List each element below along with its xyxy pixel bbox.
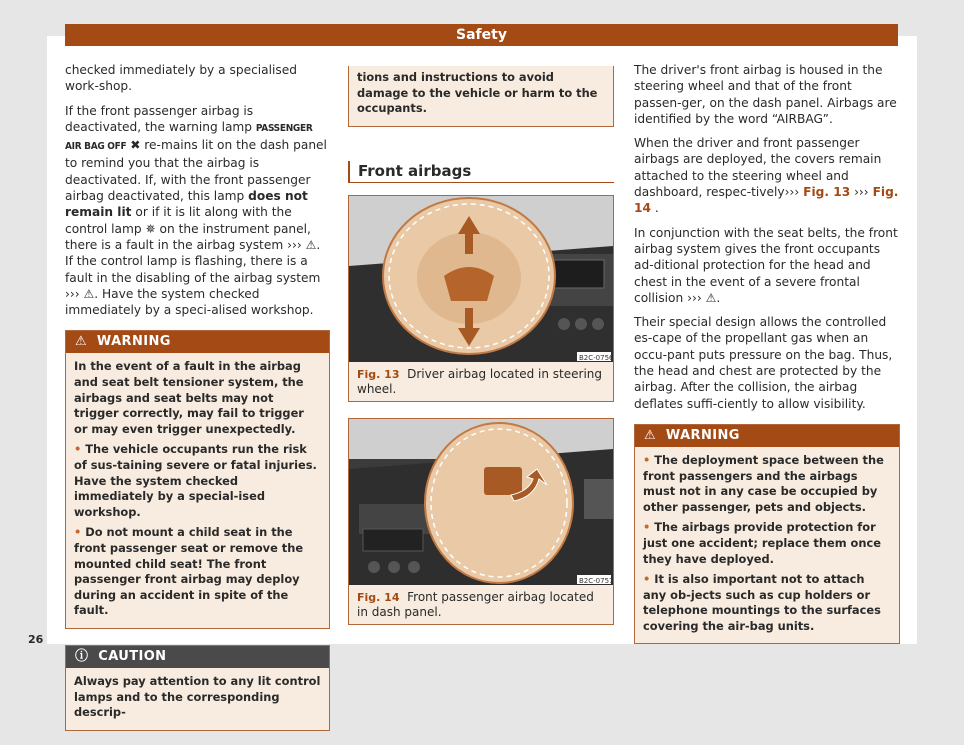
warning-title: ⚠ WARNING <box>635 425 899 447</box>
paragraph: If the front passenger airbag is deactivated, the warning lamp PASSENGER AIR BAG OFF ✖ re-mains lit on the dash panel to remind you that the airbag is deactivated. If, with the front passenger airbag deactivated, this lamp does not remain lit or if it is lit along with the control lamp ✵ on the instrument panel, there is a fault in the airbag system ››› ⚠. If the control lamp is flashing, there is a fault in the disabling of the airbag system ››› ⚠. Have the system checked immediately by a speci-alised workshop. <box>65 103 327 318</box>
warning-bullet: • The airbags provide protection for just one accident; replace them once they have deployed. <box>643 520 881 566</box>
column-2 <box>348 62 614 625</box>
airbag-off-icon: ✖ <box>130 138 141 153</box>
warning-triangle-icon: ⚠ <box>644 427 657 443</box>
figure-13-link[interactable]: Fig. 13 <box>803 185 851 200</box>
paragraph: In conjunction with the seat belts, the front airbag system gives the front occupants ad-ditional protection for the head and chest in the event of a severe frontal collision ››› ⚠. <box>634 225 898 305</box>
warning-bullet: • It is also important not to attach any ob-jects such as cup holders or telephone mountings to the surfaces covering the air-bag units. <box>643 572 881 633</box>
caution-title: ⓘ CAUTION <box>66 646 329 668</box>
figure-13 <box>348 195 614 402</box>
passenger-airbag-off-lamp: PASSENGER AIR BAG OFF <box>65 122 313 153</box>
figure-14-link[interactable]: Fig. 14 <box>634 185 899 216</box>
paragraph: The driver's front airbag is housed in the steering wheel and that of the front passen-ger, on the dash panel. Airbags are identified by the word “AIRBAG”. <box>634 63 897 126</box>
section-heading: Front airbags <box>348 161 614 183</box>
caution-text: tions and instructions to avoid damage to the vehicle or harm to the occupants. <box>357 70 598 116</box>
airbag-control-lamp-icon: ✵ <box>145 221 156 236</box>
figure-caption: Fig. 14 Front passenger airbag located in dash panel. <box>349 585 613 624</box>
column-3 <box>634 62 900 658</box>
caution-circle-icon: ⓘ <box>75 648 89 664</box>
warning-intro: In the event of a fault in the airbag and seat belt tensioner system, the airbags and seat belts may not trigger correctly, may fail to trigger or may even trigger unexpectedly. <box>74 359 304 436</box>
warning-triangle-icon: ⚠ <box>75 334 88 350</box>
warning-title: ⚠ WARNING <box>66 331 329 353</box>
warning-box <box>65 330 330 629</box>
paragraph: When the driver and front passenger airbags are deployed, the covers remain attached to the steering wheel and dashboard, respec-tively››› Fig. 13 ››› Fig. 14 . <box>634 136 899 216</box>
warning-box <box>634 424 900 645</box>
caution-box <box>65 645 330 731</box>
warning-triangle-icon: ⚠ <box>305 237 317 252</box>
page-number: 26 <box>28 633 44 646</box>
paragraph: checked immediately by a specialised work-shop. <box>65 63 297 94</box>
passenger-airbag-illustration <box>349 419 613 585</box>
figure-caption: Fig. 13 Driver airbag located in steering wheel. <box>349 362 613 401</box>
caution-box-continued <box>348 66 614 127</box>
paragraph: Their special design allows the controlled es-cape of the propellant gas when an occu-pant puts pressure on the bag. Thus, the head and chest are protected by the airbag. After the collision, the airbag deflates suffi-ciently to allow visibility. <box>634 315 893 411</box>
caution-text: Always pay attention to any lit control lamps and to the corresponding descrip- <box>74 673 321 720</box>
warning-bullet: • The deployment space between the front passengers and the airbags must not in any case be occupied by other passenger, pets and objects. <box>643 452 884 514</box>
figure-label: Fig. 13 <box>357 368 400 382</box>
figure-label: Fig. 14 <box>357 591 400 605</box>
warning-bullet: • Do not mount a child seat in the front passenger seat or remove the mounted child seat! The front passenger front airbag may deploy during an accident in spite of the fault. <box>74 525 304 618</box>
figure-code: B2C-0756 <box>579 354 613 363</box>
figure-code: B2C-0757 <box>579 577 613 586</box>
column-1 <box>65 62 330 745</box>
driver-airbag-illustration <box>349 196 613 362</box>
warning-triangle-icon: ⚠ <box>705 290 717 305</box>
warning-triangle-icon: ⚠ <box>83 286 95 301</box>
figure-14 <box>348 418 614 625</box>
section-header: Safety <box>65 24 898 46</box>
warning-bullet: • The vehicle occupants run the risk of sus-taining severe or fatal injuries. Have the system checked immediately by a special-ised workshop. <box>74 442 317 519</box>
